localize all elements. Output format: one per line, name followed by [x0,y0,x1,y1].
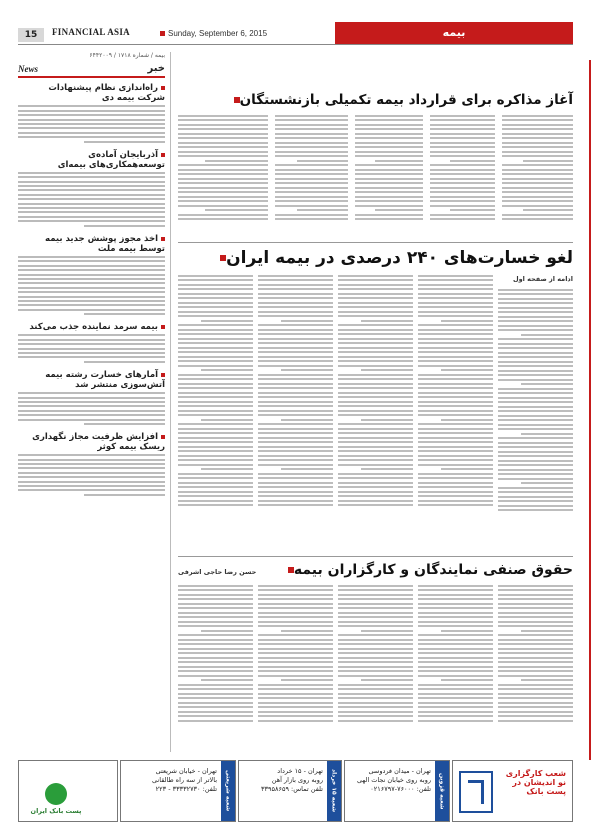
byline-middle: ادامه از صفحه اول [512,275,573,283]
ad-post-bank [18,760,118,822]
ad-branch-15-khordad [238,760,342,822]
ad-branch-shariati-address: تهران - خیابان شریعتی [155,767,217,775]
ad-noandishan [452,760,573,822]
news-item-body [18,392,165,425]
page-spine [578,60,600,760]
text-bot-col4 [258,582,333,750]
column-divider [170,52,171,752]
ad-branch-15-khordad-tag: شعبه ۱۵ خرداد [327,761,341,821]
ad-branch-shariati-line: بالاتر از سه راه طالقانی [151,776,217,784]
issue-date: Sunday, September 6, 2015 [160,29,267,38]
ad-branch-15-khordad-address: تهران - ۱۵ خرداد [277,767,323,775]
ad-branch-shariati [120,760,236,822]
text-top-col1 [502,112,573,238]
ad-branch-15-khordad-phone: تلفن تماس: ۳۳۹۵۸۶۵۹ [261,785,323,793]
news-item-title: اخذ مجوز پوشش جدید بیمه توسط بیمه ملت [18,234,165,254]
ad-branch-ferdowsi-address: تهران - میدان فردوسی [368,767,431,775]
text-top-col5 [178,112,268,238]
ad-branch-shariati-tag: شعبه شریعتی [221,761,235,821]
news-column [18,52,165,752]
column-meta: بیمه / شماره ۱۷۱۸ / ۶۴۴۲۰۰۹ [89,52,165,59]
text-top-col2 [430,112,495,238]
text-bot-col1 [498,582,573,750]
text-bot-col2 [418,582,493,750]
ad-noandishan-title: شعب کارگزاری نو اندیشان در پست بانک [505,769,566,796]
section-tab: بیمه [335,22,573,44]
text-bot-col5 [178,582,253,750]
headline-bottom-text: حقوق صنفی نمایندگان و کارگزاران بیمه [293,562,573,578]
news-item-body [18,172,165,227]
news-item-body [18,105,165,142]
text-top-col4 [275,112,348,238]
news-item [18,83,165,143]
ad-branch-ferdowsi [344,760,450,822]
news-item-title: افزایش ظرفیت مجاز نگهداری ریسک بیمه کوثر [18,432,165,452]
text-mid-col1 [498,286,573,552]
header-rule [18,44,573,45]
news-item [18,234,165,315]
news-title-en: News [18,63,38,74]
text-mid-col3 [338,272,413,552]
news-item [18,432,165,496]
ad-branch-ferdowsi-tag: شعبه قزوین [435,761,449,821]
text-mid-col4 [258,272,333,552]
text-mid-col5 [178,272,253,552]
rule-2 [178,556,573,557]
ad-branch-shariati-phone: تلفن: ۳۳۳۳۲۷۳۰ - ۲۲۳ [155,785,217,793]
page-header [0,0,600,40]
headline-top-text: آغاز مذاکره برای قرارداد بیمه تکمیلی بازنشستگان [239,92,573,108]
news-list [18,83,165,496]
news-item-title: آمارهای خسارت رشته بیمه آتش‌سوزی منتشر شد [18,370,165,390]
headline-middle-text: لغو خسارت‌های ۲۴۰ درصدی در بیمه ایران [226,248,573,268]
news-item-body [18,334,165,362]
news-item-title: راه‌اندازی نظام پیشنهادات شرکت بیمه دی [18,83,165,103]
ad-branch-ferdowsi-phone: تلفن: ۷۶۰۰۰-۰۲۱۶۷۹۷ [370,785,431,793]
news-title-fa: خبر [147,63,165,74]
news-item-title: بیمه سرمد نماینده جذب می‌کند [18,322,165,332]
news-item [18,322,165,363]
text-bot-col3 [338,582,413,750]
noandishan-logo [459,771,493,813]
post-bank-name: پست بانک ایران [30,807,82,815]
headline-middle [178,248,573,268]
rule-1 [178,242,573,243]
text-mid-col2 [418,272,493,552]
news-item [18,370,165,425]
page-number: 15 [18,28,44,42]
publication-name: FINANCIAL ASIA [52,27,130,37]
byline-bottom: حسن رضا حاجی اشرفی [178,568,257,576]
news-item-body [18,256,165,315]
headline-top [178,92,573,108]
ad-branch-ferdowsi-line: روبه روی خیابان نجات الهی [356,776,431,784]
ad-branch-15-khordad-line: روبه روی بازار آهن [271,776,323,784]
news-item-title: آذربایجان آماده‌ی توسعه‌همکاری‌های بیمه‌ای [18,150,165,170]
news-item [18,150,165,227]
post-bank-logo [25,783,87,815]
text-top-col3 [355,112,423,238]
news-item-body [18,454,165,496]
news-column-header [18,63,165,78]
